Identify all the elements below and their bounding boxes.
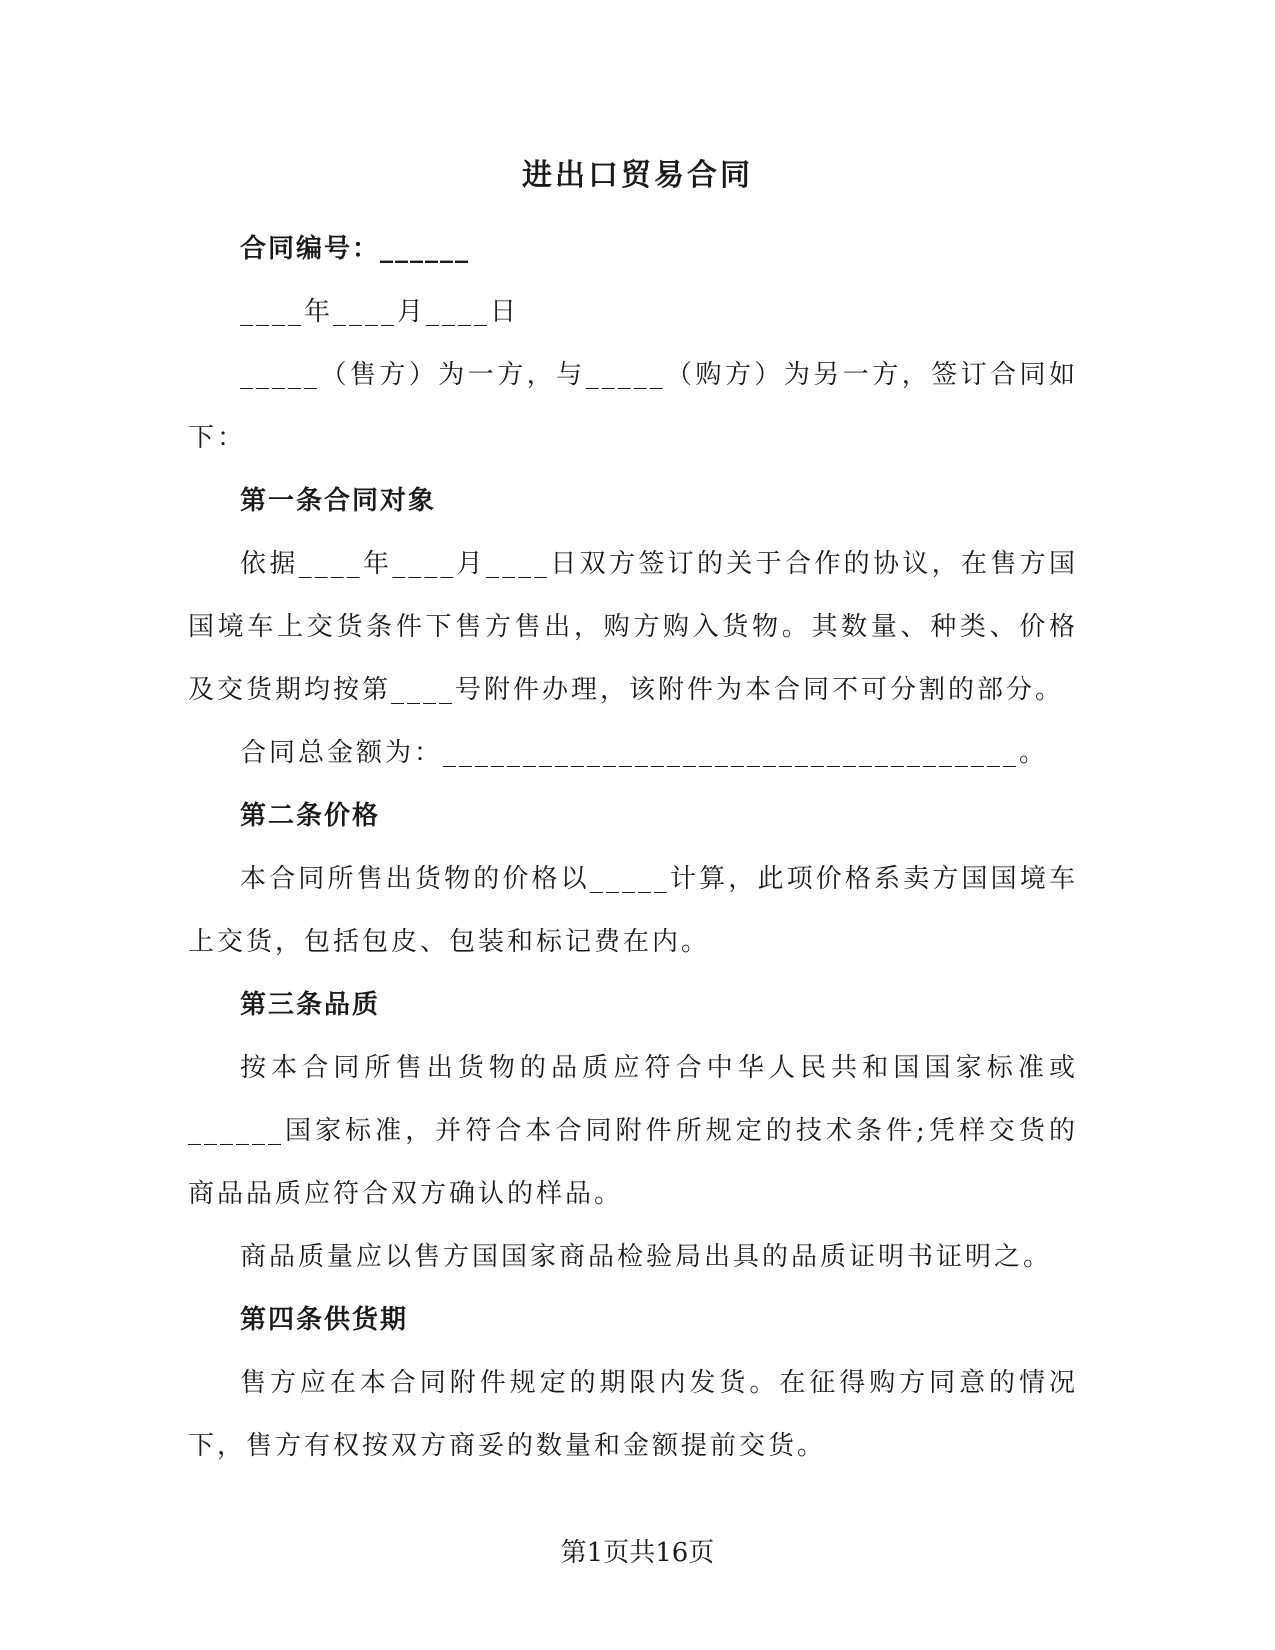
article-2-paragraph-1: 本合同所售出货物的价格以_____计算，此项价格系卖方国国境车上交货，包括包皮、包装和标记费在内。 — [188, 864, 1078, 957]
article-1-heading: 第一条合同对象 — [240, 486, 437, 516]
date-line: ____年____月____日 — [240, 297, 520, 327]
contract-number: 合同编号：______ — [240, 234, 471, 264]
article-4-paragraph-1: 售方应在本合同附件规定的期限内发货。在征得购方同意的情况下，售方有权按双方商妥的数量和金额提前交货。 — [188, 1368, 1078, 1461]
article-3-heading: 第三条品质 — [240, 990, 381, 1020]
intro-paragraph: _____（售方）为一方，与_____（购方）为另一方，签订合同如下： — [188, 360, 1078, 453]
article-3-paragraph-2: 商品质量应以售方国国家商品检验局出具的品质证明书证明之。 — [240, 1242, 1053, 1272]
article-4-heading: 第四条供货期 — [240, 1305, 409, 1335]
page-number: 第1页共16页 — [560, 1538, 715, 1568]
article-1-paragraph-2: 合同总金额为：____________________________________。 — [240, 738, 1049, 768]
article-1-paragraph-1: 依据____年____月____日双方签订的关于合作的协议，在售方国国境车上交货条件下售方售出，购方购入货物。其数量、种类、价格及交货期均按第____号附件办理，该附件为本合同不可分割的部分。 — [188, 549, 1078, 705]
article-3-paragraph-1: 按本合同所售出货物的品质应符合中华人民共和国国家标准或______国家标准，并符合本合同附件所规定的技术条件;凭样交货的商品品质应符合双方确认的样品。 — [188, 1053, 1078, 1209]
article-2-heading: 第二条价格 — [240, 801, 381, 831]
document-body — [188, 218, 1078, 1478]
document-title: 进出口贸易合同 — [522, 158, 753, 193]
